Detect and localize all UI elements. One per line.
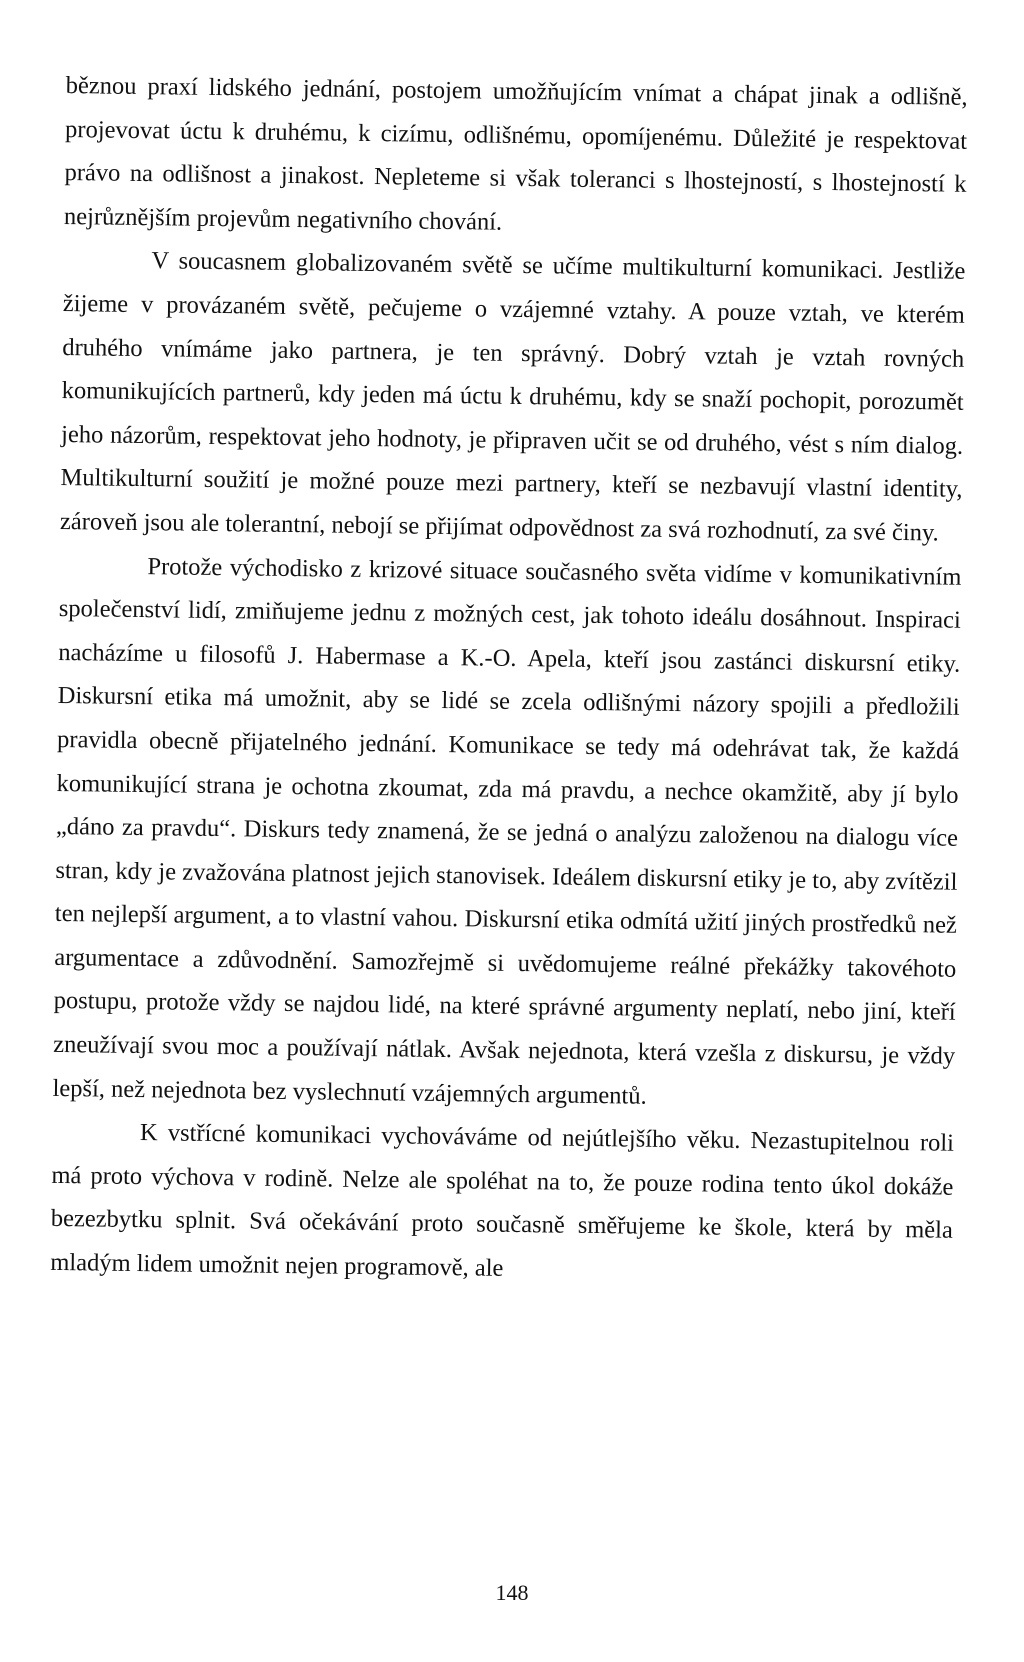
paragraph-3: Protože východisko z krizové situace současného světa vidíme v komunikativním společenství lidí, zmiňujeme jednu z možných cest, jak tohoto ideálu dosáhnout. Inspiraci nacházíme u filosofů J. Habermase a K.-O. Apela, kteří jsou zastánci diskursní etiky. Diskursní etika má umožnit, aby se lidé se zcela odlišnými názory spojili a předložili pravidla obecně přijatelného jednání. Komunikace se tedy má odehrávat tak, že každá komunikující strana je ochotna zkoumat, zda má pravdu, a nechce okamžitě, aby jí bylo „dáno za pravdu“. Diskurs tedy znamená, že se jedná o analýzu založenou na dialogu více stran, kdy je zvažována platnost jejich stanovisek. Ideálem diskursní etiky je to, aby zvítězil ten nejlepší argument, a to vlastní vahou. Diskursní etika odmítá užití jiných prostředků než argumentace a zdůvodnění. Samozřejmě si uvědomujeme reálné překážky takovéhoto postupu, protože vždy se najdou lidé, na které správné argumenty neplatí, nebo jiní, kteří zneužívají svou moc a používají nátlak. Avšak nejednota, která vzešla z diskursu, je vždy lepší, než nejednota bez vyslechnutí vzájemných argumentů. <box>52 552 962 1110</box>
paragraph-4: K vstřícné komunikaci vychováváme od nejútlejšího věku. Nezastupitelnou roli má proto výchova v rodině. Nelze ale spoléhat na to, že pouze rodina tento úkol dokáže bezezbytku splnit. Svá očekávání proto současně směřujeme ke škole, která by měla mladým lidem umožnit nejen programově, ale <box>50 1119 955 1282</box>
paragraph-1: běznou praxí lidského jednání, postojem umožňujícím vnímat a chápat jinak a odlišně, projevovat úctu k druhému, k cizímu, odlišnému, opomíjenému. Důležité je respektovat právo na odlišnost a jinakost. Nepleteme si však toleranci s lhostejností, s lhostejností k nejrůznějším projevům negativního chování. <box>63 71 968 236</box>
page-number: 148 <box>495 1580 529 1605</box>
paragraph-2: V soucasnem globalizovaném světě se učíme multikulturní komunikaci. Jestliže žijeme v provázaném světě, pečujeme o vzájemné vztahy. A pouze vztah, ve kterém druhého vnímáme jako partnera, je ten správný. Dobrý vztah je vztah rovných komunikujících partnerů, kdy jeden má úctu k druhému, kdy se snaží pochopit, porozumět jeho názorům, respektovat jeho hodnoty, je připraven učit se od druhého, vést s ním dialog. Multikulturní soužití je možné pouze mezi partnery, kteří se nezbavují vlastní identity, zároveň jsou ale tolerantní, nebojí se přijímat odpovědnost za svá rozhodnutí, za své činy. <box>59 247 966 547</box>
body-text <box>50 64 968 1296</box>
